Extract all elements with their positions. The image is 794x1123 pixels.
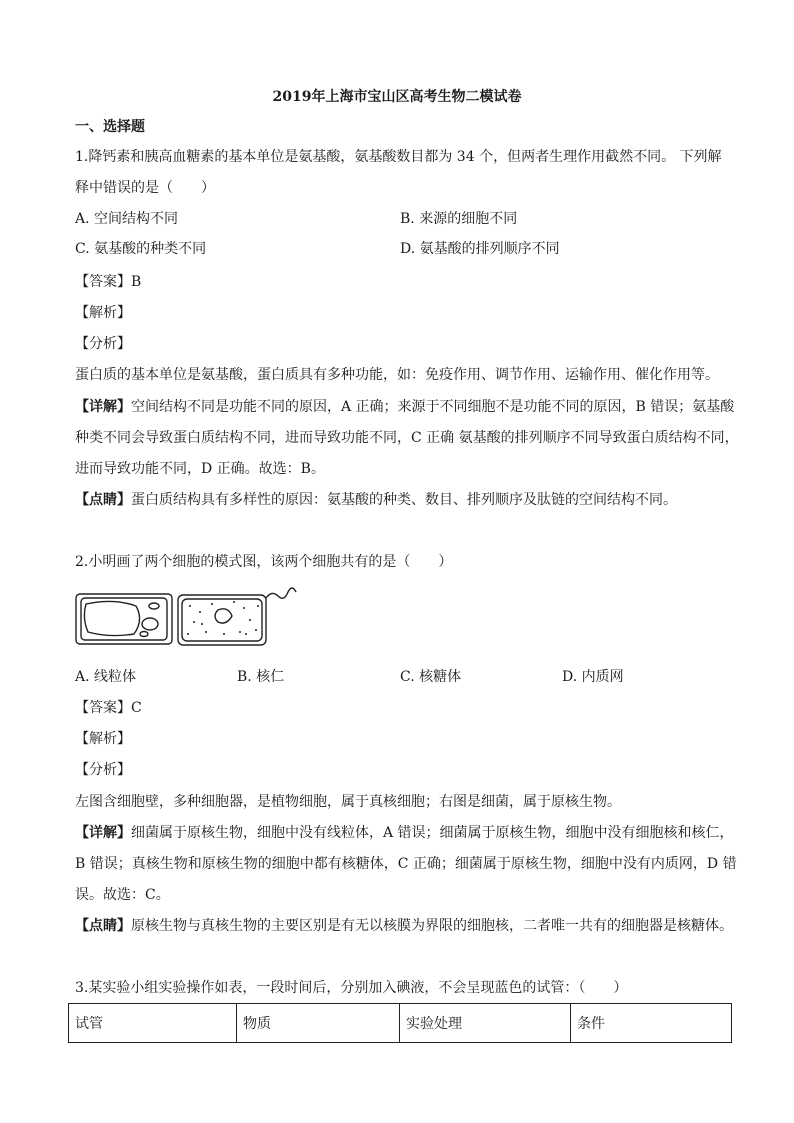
q2-stem: 2.小明画了两个细胞的模式图，该两个细胞共有的是（ ） [75,554,453,570]
q2-point-tag: 【点睛】 [75,918,131,934]
q1-stem-line2: 释中错误的是（ ） [75,180,215,196]
q1-detail-text1: 空间结构不同是功能不同的原因，A 正确；来源于不同细胞不是功能不同的原因，B 错误；氨基酸 [131,399,735,415]
q1-detail-line3: 进而导致功能不同，D 正确。故选：B。 [75,461,325,477]
q2-detail-tag: 【详解】 [75,825,131,841]
q2-point-text: 原核生物与真核生物的主要区别是有无以核膜为界限的细胞核，二者唯一共有的细胞器是核糖体。 [131,918,733,934]
page-title: 2019年上海市宝山区高考生物二模试卷 [272,89,522,105]
q1-fenxi-text: 蛋白质的基本单位是氨基酸，蛋白质具有多种功能，如：免疫作用、调节作用、运输作用、催化作用等。 [75,367,719,383]
q2-detail-line2: B 错误；真核生物和原核生物的细胞中都有核糖体，C 正确；细菌属于原核生物，细胞中没有内质网，D 错 [75,856,737,872]
q2-option-a: A. 线粒体 [75,669,137,685]
q3-stem: 3.某实验小组实验操作如表，一段时间后，分别加入碘液，不会呈现蓝色的试管：（ ） [75,980,628,996]
q2-detail-text1: 细菌属于原核生物，细胞中没有线粒体，A 错误；细菌属于原核生物，细胞中没有细胞核和核仁， [131,825,734,841]
q1-option-c: C. 氨基酸的种类不同 [75,241,207,257]
q1-fenxi-label: 【分析】 [75,336,131,352]
table-header-row [69,1004,732,1043]
table-header-cell: 试管 [69,1004,237,1043]
q1-jiexi-label: 【解析】 [75,305,131,321]
table-header-cell: 条件 [571,1004,732,1043]
q2-answer: 【答案】C [75,700,142,716]
table-header-cell: 实验处理 [400,1004,571,1043]
q1-detail-tag: 【详解】 [75,399,131,415]
table-header-cell: 物质 [237,1004,400,1043]
experiment-table [68,1003,732,1043]
q2-detail-line3: 误。故选：C。 [75,887,170,903]
section-heading: 一、选择题 [75,119,145,135]
q1-option-a: A. 空间结构不同 [75,211,179,227]
q2-fenxi-label: 【分析】 [75,762,131,778]
q2-option-d: D. 内质网 [562,669,624,685]
q2-point-line [75,915,733,935]
plant-cell-diagram [76,594,172,644]
q1-option-b: B. 来源的细胞不同 [400,211,518,227]
q2-detail-line1 [75,822,734,842]
q1-point-text: 蛋白质结构具有多样性的原因：氨基酸的种类、数目、排列顺序及肽链的空间结构不同。 [131,492,677,508]
q1-answer: 【答案】B [75,274,142,290]
bacterium-diagram [178,588,296,645]
q1-point-line [75,489,677,509]
q2-jiexi-label: 【解析】 [75,731,131,747]
q2-option-c: C. 核糖体 [400,669,462,685]
q2-option-b: B. 核仁 [237,669,285,685]
q1-detail-line1 [75,396,734,416]
q1-detail-line2: 种类不同会导致蛋白质结构不同，进而导致功能不同，C 正确 氨基酸的排列顺序不同导致蛋白质结构不同， [75,430,739,446]
q1-point-tag: 【点睛】 [75,492,131,508]
q1-option-d: D. 氨基酸的排列顺序不同 [400,241,560,257]
q2-fenxi-text: 左图含细胞壁，多种细胞器，是植物细胞，属于真核细胞；右图是细菌，属于原核生物。 [75,794,621,810]
q1-stem-line1: 1.降钙素和胰高血糖素的基本单位是氨基酸，氨基酸数目都为 34 个，但两者生理作用截然不同。 下列解 [75,149,722,165]
cell-diagrams-figure [74,586,299,648]
